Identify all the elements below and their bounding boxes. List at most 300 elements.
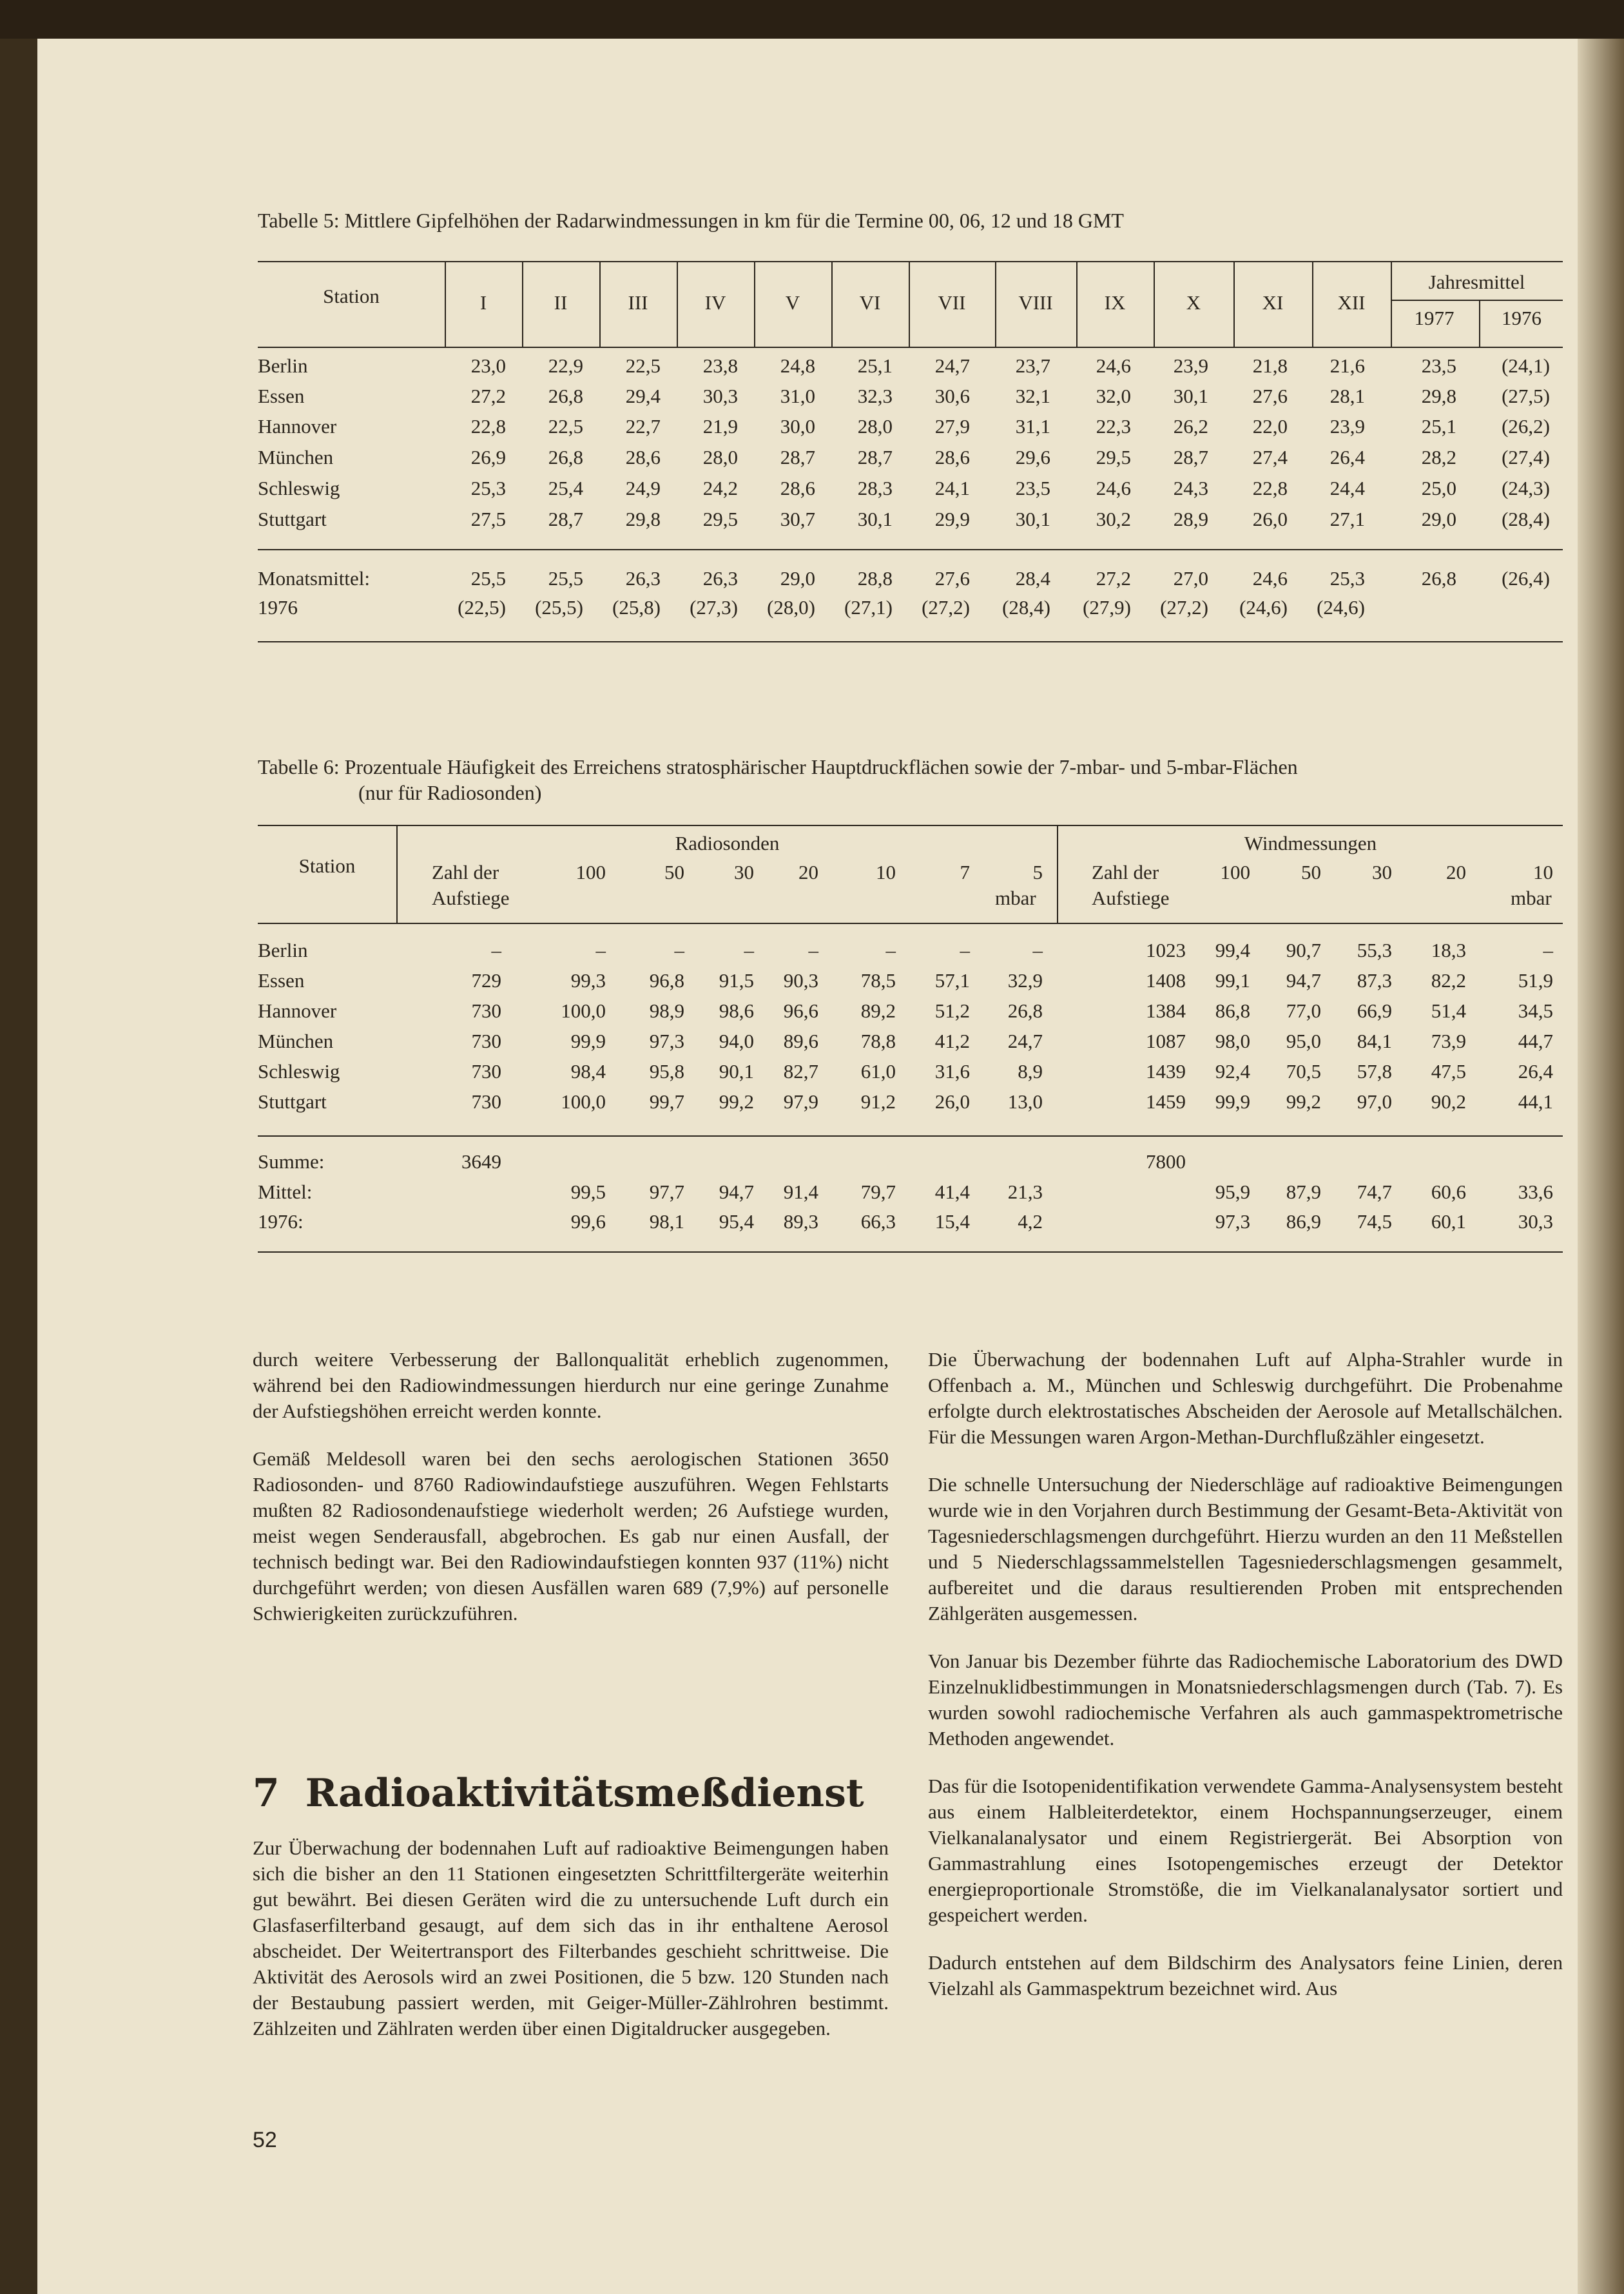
table6-radio-cell: – — [674, 939, 684, 961]
table5-cell: 28,6 — [934, 446, 970, 468]
table6-radio-cell: – — [744, 939, 754, 961]
right-paragraph-4: Das für die Isotopenidentifikation verwendete Gamma-Analysensystem besteht aus einem Halbleiterdetektor, einem Hochspannungserzeuger, einem Vielkanalanalysator und einem Registriergerät. Bei Absorption von Gammastrahlung eines Isotopengemisches erzeugt der Detektor energieproportionale Stromstöße, die im Vielkanalanalysator sortiert und gespeichert werden. — [928, 1775, 1563, 1926]
table6-radio-cell: 61,0 — [860, 1060, 896, 1083]
table6-radio-cell: 97,3 — [649, 1030, 684, 1052]
left-paragraph-1: durch weitere Verbesserung der Ballonqualität erheblich zugenommen, während bei den Radiowindmessungen hierdurch nur eine geringe Zunahme der Aufstiegshöhen erreicht werden konnte. — [253, 1348, 889, 1422]
table6-radio-cell: – — [491, 939, 501, 961]
table6-wind-cell: 18,3 — [1431, 939, 1466, 961]
table5-cell: 24,9 — [625, 477, 661, 499]
table6-radio-level: 5 — [1032, 861, 1043, 883]
table5-cell: 27,9 — [934, 415, 970, 438]
table6-radio-cell: 78,5 — [860, 969, 896, 992]
table6-radio-cell: 98,9 — [649, 999, 684, 1022]
table5-cell: 28,6 — [625, 446, 661, 468]
table5-cell: 23,9 — [1329, 415, 1365, 438]
table5-cell: 23,5 — [1015, 477, 1050, 499]
table5-cell: 26,8 — [548, 385, 583, 407]
table5-1976-cell: (22,5) — [458, 596, 506, 619]
table6-station-name: Schleswig — [258, 1060, 340, 1083]
right-column — [928, 1347, 1563, 2023]
table6-radio-cell: – — [808, 939, 818, 961]
table5-cell: (24,3) — [1502, 477, 1550, 499]
table5-cell: 30,6 — [934, 385, 970, 407]
table5-cell: 28,1 — [1329, 385, 1365, 407]
table6-radio-cell: 99,7 — [649, 1090, 684, 1113]
table6-radio-cell: – — [885, 939, 896, 961]
table6-summary-radio-cell: 99,6 — [570, 1210, 606, 1233]
table5-monatsmittel-label: Monatsmittel: — [258, 567, 370, 590]
table6-radio-cell: 13,0 — [1007, 1090, 1043, 1113]
table6-summary-radio-cell: 21,3 — [1007, 1181, 1043, 1203]
table6-radio-cell: 730 — [471, 1060, 501, 1083]
table6-radio-cell: 100,0 — [561, 1090, 606, 1113]
table6-radio-cell: 98,6 — [719, 999, 754, 1022]
table6-wind-cell: 99,1 — [1215, 969, 1250, 992]
table6-summary-wind-cell: 60,1 — [1431, 1210, 1466, 1233]
table6-wind-cell: 47,5 — [1431, 1060, 1466, 1083]
table6-wind-cell: 57,8 — [1357, 1060, 1392, 1083]
section-heading-7 — [253, 1771, 864, 1816]
table6-summary-label: 1976: — [258, 1210, 304, 1233]
table6-station-header: Station — [298, 854, 356, 877]
table6-radio-level: 10 — [876, 861, 896, 883]
table6-top-rule — [258, 825, 1563, 826]
table5-monatsmittel-cell: 29,0 — [780, 567, 815, 590]
table6-radio-zahl-der: Zahl der — [432, 861, 499, 883]
table6-wind-cell: 70,5 — [1286, 1060, 1321, 1083]
table6-radio-cell: 729 — [471, 969, 501, 992]
right-paragraph-1: Die Überwachung der bodennahen Luft auf Alpha-Strahler wurde in Offenbach a. M., München und Schleswig durchgeführt. Die Probenahme erfolgte durch elektrostatisches Abscheiden der Aerosole auf Metallschälchen. Für die Messungen waren Argon-Methan-Durchflußzähler eingesetzt. — [928, 1348, 1563, 1448]
table5-cell: 22,0 — [1252, 415, 1288, 438]
table5-monatsmittel-cell: 28,8 — [857, 567, 893, 590]
table6-windmessungen-header: Windmessungen — [1244, 832, 1377, 854]
table5-cell: (28,4) — [1502, 508, 1550, 530]
table5-cell: 24,4 — [1329, 477, 1365, 499]
table5-cell: 29,0 — [1421, 508, 1456, 530]
table5-year1-header: 1977 — [1414, 307, 1455, 329]
table6-wind-cell: 55,3 — [1357, 939, 1392, 961]
table5-cell: 27,4 — [1252, 446, 1288, 468]
table6-wind-aufstiege: Aufstiege — [1092, 887, 1170, 909]
table6-summary-radio-cell: 95,4 — [719, 1210, 754, 1233]
table6-summary-wind-cell: 95,9 — [1215, 1181, 1250, 1203]
table5-monatsmittel-cell: 25,3 — [1329, 567, 1365, 590]
table6-wind-cell: 82,2 — [1431, 969, 1466, 992]
table6-wind-cell: 99,2 — [1286, 1090, 1321, 1113]
table6-radio-cell: 96,6 — [783, 999, 818, 1022]
table5-cell: 28,7 — [780, 446, 815, 468]
table6-summary-radio-cell: 99,5 — [570, 1181, 606, 1203]
left-column — [253, 1347, 889, 1648]
table6-summary-radio-cell: 3649 — [461, 1150, 501, 1173]
table5-month-header: IX — [1104, 291, 1126, 314]
table6-radio-cell: 26,8 — [1007, 999, 1043, 1022]
table5-month-header: VI — [859, 291, 881, 314]
table5-top-rule — [258, 261, 1563, 262]
table5-body-rule — [258, 549, 1563, 550]
table5-cell: 28,7 — [857, 446, 893, 468]
table5-cell: 28,3 — [857, 477, 893, 499]
table5-cell: 32,3 — [857, 385, 893, 407]
table6-radio-cell: 99,2 — [719, 1090, 754, 1113]
table6-wind-cell: 87,3 — [1357, 969, 1392, 992]
table5-cell: 24,6 — [1096, 477, 1131, 499]
table6-radio-level: 100 — [575, 861, 606, 883]
table5-cell: 29,9 — [934, 508, 970, 530]
table6-wind-cell: 1087 — [1146, 1030, 1186, 1052]
table6-bottom-rule — [258, 1251, 1563, 1253]
table6-radio-cell: 8,9 — [1018, 1060, 1043, 1083]
table5-cell: 31,1 — [1015, 415, 1050, 438]
table6-wind-cell: 44,1 — [1518, 1090, 1553, 1113]
table6-radio-cell: – — [595, 939, 606, 961]
table5-monatsmittel-cell: 28,4 — [1015, 567, 1050, 590]
table6-caption-line2: (nur für Radiosonden) — [358, 781, 542, 804]
table5-1976-cell: (27,1) — [844, 596, 893, 619]
table6-wind-cell: 98,0 — [1215, 1030, 1250, 1052]
table6-radio-level: 20 — [798, 861, 818, 883]
table5-month-header: IV — [704, 291, 726, 314]
table6-wind-level: 100 — [1220, 861, 1250, 883]
table6-radio-level: 30 — [734, 861, 754, 883]
table6-radio-cell: 78,8 — [860, 1030, 896, 1052]
section-number: 7 — [253, 1771, 280, 1816]
table6-wind-level: 50 — [1301, 861, 1321, 883]
table6-radio-cell: 99,3 — [570, 969, 606, 992]
table6-radio-cell: 24,7 — [1007, 1030, 1043, 1052]
table5-cell: 21,6 — [1329, 354, 1365, 377]
table5-station-name: Schleswig — [258, 477, 340, 499]
table6-radio-cell: 91,5 — [719, 969, 754, 992]
table5-monatsmittel-cell: 27,6 — [934, 567, 970, 590]
table6-radio-cell: 91,2 — [860, 1090, 896, 1113]
table5-1976-cell: (27,2) — [922, 596, 970, 619]
table6-summary-radio-cell: 79,7 — [860, 1181, 896, 1203]
table5-1976-cell: (27,9) — [1083, 596, 1131, 619]
table5-cell: (26,2) — [1502, 415, 1550, 438]
table5-cell: 29,8 — [625, 508, 661, 530]
table6-summary-label: Mittel: — [258, 1181, 313, 1203]
table6-wind-cell: 44,7 — [1518, 1030, 1553, 1052]
table6-radio-cell: 90,1 — [719, 1060, 754, 1083]
table6-wind-level: 30 — [1372, 861, 1392, 883]
table5-monatsmittel-cell: 26,3 — [702, 567, 738, 590]
table5-month-header: VII — [938, 291, 966, 314]
table6-wind-cell: – — [1543, 939, 1553, 961]
table5-cell: 22,8 — [470, 415, 506, 438]
table6-body-rule — [258, 1135, 1563, 1137]
table6-header-rule — [258, 923, 1563, 924]
table6-wind-mbar: mbar — [1511, 887, 1552, 909]
table5-cell: 23,5 — [1421, 354, 1456, 377]
table5-cell: 22,8 — [1252, 477, 1288, 499]
table5-station-name: Stuttgart — [258, 508, 327, 530]
section-title: Radioaktivitätsmeßdienst — [305, 1771, 864, 1816]
table6-summary-radio-cell: 98,1 — [649, 1210, 684, 1233]
table5-cell: 28,0 — [857, 415, 893, 438]
table5-station-name: Hannover — [258, 415, 337, 438]
table6-summary-radio-cell: 94,7 — [719, 1181, 754, 1203]
table6-radio-cell: 41,2 — [934, 1030, 970, 1052]
table6-summary-wind-cell: 60,6 — [1431, 1181, 1466, 1203]
table6-radio-level: 50 — [664, 861, 684, 883]
table5-cell: 25,0 — [1421, 477, 1456, 499]
table6-wind-cell: 97,0 — [1357, 1090, 1392, 1113]
table5-cell: 21,9 — [702, 415, 738, 438]
table5-month-header: I — [479, 291, 487, 314]
table5-station-header: Station — [323, 285, 380, 307]
table6-radio-cell: 730 — [471, 1030, 501, 1052]
table6-summary-wind-cell: 7800 — [1146, 1150, 1186, 1173]
table5-monatsmittel-cell: 26,3 — [625, 567, 661, 590]
table5-cell: (24,1) — [1502, 354, 1550, 377]
table6-wind-cell: 1023 — [1146, 939, 1186, 961]
table5-jahresmittel-rule — [1391, 300, 1563, 301]
table6-wind-cell: 1459 — [1146, 1090, 1186, 1113]
table5-cell: 25,3 — [470, 477, 506, 499]
table6-radio-cell: 89,2 — [860, 999, 896, 1022]
table5-cell: (27,4) — [1502, 446, 1550, 468]
table5-cell: 32,0 — [1096, 385, 1131, 407]
table5-month-header: V — [785, 291, 800, 314]
table5-header-rule — [258, 347, 1563, 348]
table5-monatsmittel-cell: (26,4) — [1502, 567, 1550, 590]
table5-month-header: XI — [1262, 291, 1284, 314]
table5-cell: 24,7 — [934, 354, 970, 377]
table6-radio-cell: 730 — [471, 999, 501, 1022]
table5-1976-cell: (25,8) — [612, 596, 661, 619]
table6-radio-mbar: mbar — [995, 887, 1036, 909]
table5-cell: 22,9 — [548, 354, 583, 377]
table5-cell: 26,4 — [1329, 446, 1365, 468]
table6-station-name: Stuttgart — [258, 1090, 327, 1113]
table6-radio-cell: 96,8 — [649, 969, 684, 992]
table6-radio-cell: 100,0 — [561, 999, 606, 1022]
table5-cell: 31,0 — [780, 385, 815, 407]
table5-cell: 28,7 — [1173, 446, 1208, 468]
table5-cell: 25,4 — [548, 477, 583, 499]
table5-cell: 30,3 — [702, 385, 738, 407]
table5-cell: 30,1 — [1173, 385, 1208, 407]
table6-summary-radio-cell: 89,3 — [783, 1210, 818, 1233]
table5-cell: 28,6 — [780, 477, 815, 499]
table5-monatsmittel-cell: 27,2 — [1096, 567, 1131, 590]
table5-cell: 21,8 — [1252, 354, 1288, 377]
table5-1976-cell: (25,5) — [535, 596, 583, 619]
table5-1976-cell: (28,0) — [767, 596, 815, 619]
table6-wind-level: 20 — [1446, 861, 1466, 883]
table5-cell: 30,7 — [780, 508, 815, 530]
table5-month-header: VIII — [1018, 291, 1053, 314]
table5-cell: 28,2 — [1421, 446, 1456, 468]
table6-wind-cell: 95,0 — [1286, 1030, 1321, 1052]
table5-station-name: Berlin — [258, 354, 308, 377]
right-paragraph-5: Dadurch entstehen auf dem Bildschirm des Analysators feine Linien, deren Vielzahl als Gammaspektrum bezeichnet wird. Aus — [928, 1951, 1563, 2000]
table6-wind-cell: 51,9 — [1518, 969, 1553, 992]
table5-caption: Tabelle 5: Mittlere Gipfelhöhen der Radarwindmessungen in km für die Termine 00, 06, 12 und 18 GMT — [258, 209, 1124, 232]
table6-summary-radio-cell: 4,2 — [1018, 1210, 1043, 1233]
table6-radio-cell: 31,6 — [934, 1060, 970, 1083]
table5-cell: 23,8 — [702, 354, 738, 377]
table5-cell: 26,8 — [548, 446, 583, 468]
table5-jahresmittel-header: Jahresmittel — [1428, 271, 1525, 293]
table6-summary-wind-cell: 33,6 — [1518, 1181, 1553, 1203]
table5-cell: 29,5 — [1096, 446, 1131, 468]
table5-cell: 22,5 — [548, 415, 583, 438]
table5-cell: 28,9 — [1173, 508, 1208, 530]
table6-wind-cell: 94,7 — [1286, 969, 1321, 992]
table6-summary-radio-cell: 15,4 — [934, 1210, 970, 1233]
table6-wind-cell: 66,9 — [1357, 999, 1392, 1022]
table6-radio-cell: – — [1032, 939, 1043, 961]
table6-wind-level: 10 — [1533, 861, 1553, 883]
table6-wind-cell: 51,4 — [1431, 999, 1466, 1022]
table5-cell: 32,1 — [1015, 385, 1050, 407]
table6-radio-cell: 32,9 — [1007, 969, 1043, 992]
table6-radio-cell: 26,0 — [934, 1090, 970, 1113]
table6-wind-cell: 99,9 — [1215, 1090, 1250, 1113]
left-paragraph-3: Zur Überwachung der bodennahen Luft auf radioaktive Beimengungen haben sich die bisher an den 11 Stationen eingesetzten Schrittfiltergeräte weiterhin gut bewährt. Bei diesen Geräten wird die zu untersuchende Luft durch ein Glasfaserfilterband gesaugt, auf dem sich das in ihr enthaltene Aerosol abscheidet. Der Weitertransport des Filterbandes geschieht schrittweise. Die Aktivität des Aerosols wird an zwei Positionen, die 5 bzw. 120 Stunden nach der Bestaubung passiert werden, mit Geiger-Müller-Zählrohren bestimmt. Zählzeiten und Zählraten werden über einen Digitaldrucker ausgegeben. — [253, 1836, 889, 2039]
table6-wind-cell: 26,4 — [1518, 1060, 1553, 1083]
table5-cell: 27,1 — [1329, 508, 1365, 530]
table5-cell: 30,1 — [1015, 508, 1050, 530]
table6-summary-wind-cell: 97,3 — [1215, 1210, 1250, 1233]
table5-cell: 24,6 — [1096, 354, 1131, 377]
table5-station-name: München — [258, 446, 334, 468]
table5-cell: 24,2 — [702, 477, 738, 499]
table6-radio-cell: 99,9 — [570, 1030, 606, 1052]
table6-radio-cell: 97,9 — [783, 1090, 818, 1113]
table5-cell: 27,2 — [470, 385, 506, 407]
table5-monatsmittel-cell: 25,5 — [470, 567, 506, 590]
table6-summary-wind-cell: 86,9 — [1286, 1210, 1321, 1233]
table6-wind-cell: 92,4 — [1215, 1060, 1250, 1083]
table5-cell: 25,1 — [1421, 415, 1456, 438]
table5-1976-cell: (28,4) — [1002, 596, 1050, 619]
table5-1976-cell: (27,2) — [1160, 596, 1208, 619]
table5-monatsmittel-cell: 25,5 — [548, 567, 583, 590]
left-paragraph-2: Gemäß Meldesoll waren bei den sechs aerologischen Stationen 3650 Radiosonden- und 8760 Radiowindaufstiege auszuführen. Wegen Fehlstarts mußten 82 Radiosondenaufstiege wiederholt werden; 26 Aufstiege wurden, meist wegen Senderausfall, abgebrochen. Es gab nur einen Ausfall, der technisch bedingt war. Bei den Radiowindaufstiegen konnten 937 (11%) nicht durchgeführt werden; von diesen Ausfällen waren 689 (7,9%) auf personelle Schwierigkeiten zurückzuführen. — [253, 1447, 889, 1624]
table6-wind-cell: 77,0 — [1286, 999, 1321, 1022]
table6-radio-cell: 90,3 — [783, 969, 818, 992]
table5-cell: 30,0 — [780, 415, 815, 438]
table6-radio-cell: 82,7 — [783, 1060, 818, 1083]
table5-cell: 24,8 — [780, 354, 815, 377]
table6-radio-cell: – — [960, 939, 970, 961]
table6-wind-cell: 84,1 — [1357, 1030, 1392, 1052]
table5-cell: 28,7 — [548, 508, 583, 530]
table5-monatsmittel-cell: 27,0 — [1173, 567, 1208, 590]
table6-wind-cell: 73,9 — [1431, 1030, 1466, 1052]
table6-wind-cell: 90,2 — [1431, 1090, 1466, 1113]
table6-wind-zahl-der: Zahl der — [1092, 861, 1159, 883]
table6-station-name: Berlin — [258, 939, 308, 961]
table6-station-name: Essen — [258, 969, 305, 992]
table6-wind-cell: 99,4 — [1215, 939, 1250, 961]
table5-monatsmittel-cell: 24,6 — [1252, 567, 1288, 590]
table5-cell: 27,6 — [1252, 385, 1288, 407]
table6-radio-cell: 57,1 — [934, 969, 970, 992]
table5-month-header: III — [628, 291, 648, 314]
table6-summary-radio-cell: 41,4 — [934, 1181, 970, 1203]
table5-1976-cell: (24,6) — [1239, 596, 1288, 619]
table5-cell: 26,9 — [470, 446, 506, 468]
table6-radio-cell: 95,8 — [649, 1060, 684, 1083]
table5-cell: 23,7 — [1015, 354, 1050, 377]
right-paragraph-2: Die schnelle Untersuchung der Niederschläge auf radioaktive Beimengungen wurde wie in den Vorjahren durch Bestimmung der Gesamt-Beta-Aktivität von Tagesniederschlagsmengen durchgeführt. Hierzu wurden an den 11 Meßstellen und 5 Niederschlagssammelstellen Tagesniederschlagsmengen gesammelt, aufbereitet und die daraus resultierenden Proben mit entsprechenden Zählgeräten ausgemessen. — [928, 1473, 1563, 1624]
table5-1976-cell: (24,6) — [1317, 596, 1365, 619]
table6-wind-cell: 34,5 — [1518, 999, 1553, 1022]
table6-radio-aufstiege: Aufstiege — [432, 887, 510, 909]
table6-summary-radio-cell: 91,4 — [783, 1181, 818, 1203]
table6-station-name: Hannover — [258, 999, 337, 1022]
table5-cell: (27,5) — [1502, 385, 1550, 407]
table6-summary-radio-cell: 66,3 — [860, 1210, 896, 1233]
table6-wind-cell: 1439 — [1146, 1060, 1186, 1083]
scan-border-top — [0, 0, 1624, 39]
table5-cell: 29,4 — [625, 385, 661, 407]
table6-wind-cell: 1384 — [1146, 999, 1186, 1022]
table6-summary-label: Summe: — [258, 1150, 325, 1173]
table6-radio-cell: 51,2 — [934, 999, 970, 1022]
table5-cell: 30,1 — [857, 508, 893, 530]
table5-bottom-rule — [258, 641, 1563, 642]
table5-cell: 22,7 — [625, 415, 661, 438]
table5-year2-header: 1976 — [1502, 307, 1542, 329]
table6-radio-cell: 730 — [471, 1090, 501, 1113]
table5-cell: 29,6 — [1015, 446, 1050, 468]
table5-cell: 28,0 — [702, 446, 738, 468]
table6-station-name: München — [258, 1030, 334, 1052]
table5-cell: 24,3 — [1173, 477, 1208, 499]
table6-radio-cell: 94,0 — [719, 1030, 754, 1052]
table5-cell: 22,3 — [1096, 415, 1131, 438]
table6-caption-line1: Tabelle 6: Prozentuale Häufigkeit des Erreichens stratosphärischer Hauptdruckflächen sowie der 7-mbar- und 5-mbar-Flächen — [258, 755, 1298, 778]
page-edge-shadow — [1578, 39, 1624, 2294]
table5-1976-cell: (27,3) — [690, 596, 738, 619]
table6-summary-wind-cell: 74,5 — [1357, 1210, 1392, 1233]
table5-cell: 27,5 — [470, 508, 506, 530]
table6-radio-cell: 98,4 — [570, 1060, 606, 1083]
table5-cell: 24,1 — [934, 477, 970, 499]
table6-wind-cell: 90,7 — [1286, 939, 1321, 961]
table5-cell: 22,5 — [625, 354, 661, 377]
table6-wind-cell: 86,8 — [1215, 999, 1250, 1022]
table5-cell: 23,9 — [1173, 354, 1208, 377]
table6-radiosonden-header: Radiosonden — [675, 832, 780, 854]
table6-summary-wind-cell: 87,9 — [1286, 1181, 1321, 1203]
table5-cell: 26,0 — [1252, 508, 1288, 530]
table5-1976-label: 1976 — [258, 596, 298, 619]
left-column-section-7 — [253, 1835, 889, 2063]
table6-summary-wind-cell: 74,7 — [1357, 1181, 1392, 1203]
table5-cell: 29,5 — [702, 508, 738, 530]
table5-cell: 30,2 — [1096, 508, 1131, 530]
table5-monatsmittel-cell: 26,8 — [1421, 567, 1456, 590]
table5-station-name: Essen — [258, 385, 305, 407]
table5-month-header: XII — [1337, 291, 1366, 314]
table5-cell: 23,0 — [470, 354, 506, 377]
table5-cell: 26,2 — [1173, 415, 1208, 438]
table5-cell: 25,1 — [857, 354, 893, 377]
table5-month-header: X — [1186, 291, 1201, 314]
table6-summary-radio-cell: 97,7 — [649, 1181, 684, 1203]
table6-radio-level: 7 — [960, 861, 970, 883]
table6-summary-wind-cell: 30,3 — [1518, 1210, 1553, 1233]
table5-cell: 29,8 — [1421, 385, 1456, 407]
table6-radio-cell: 89,6 — [783, 1030, 818, 1052]
table6-wind-cell: 1408 — [1146, 969, 1186, 992]
